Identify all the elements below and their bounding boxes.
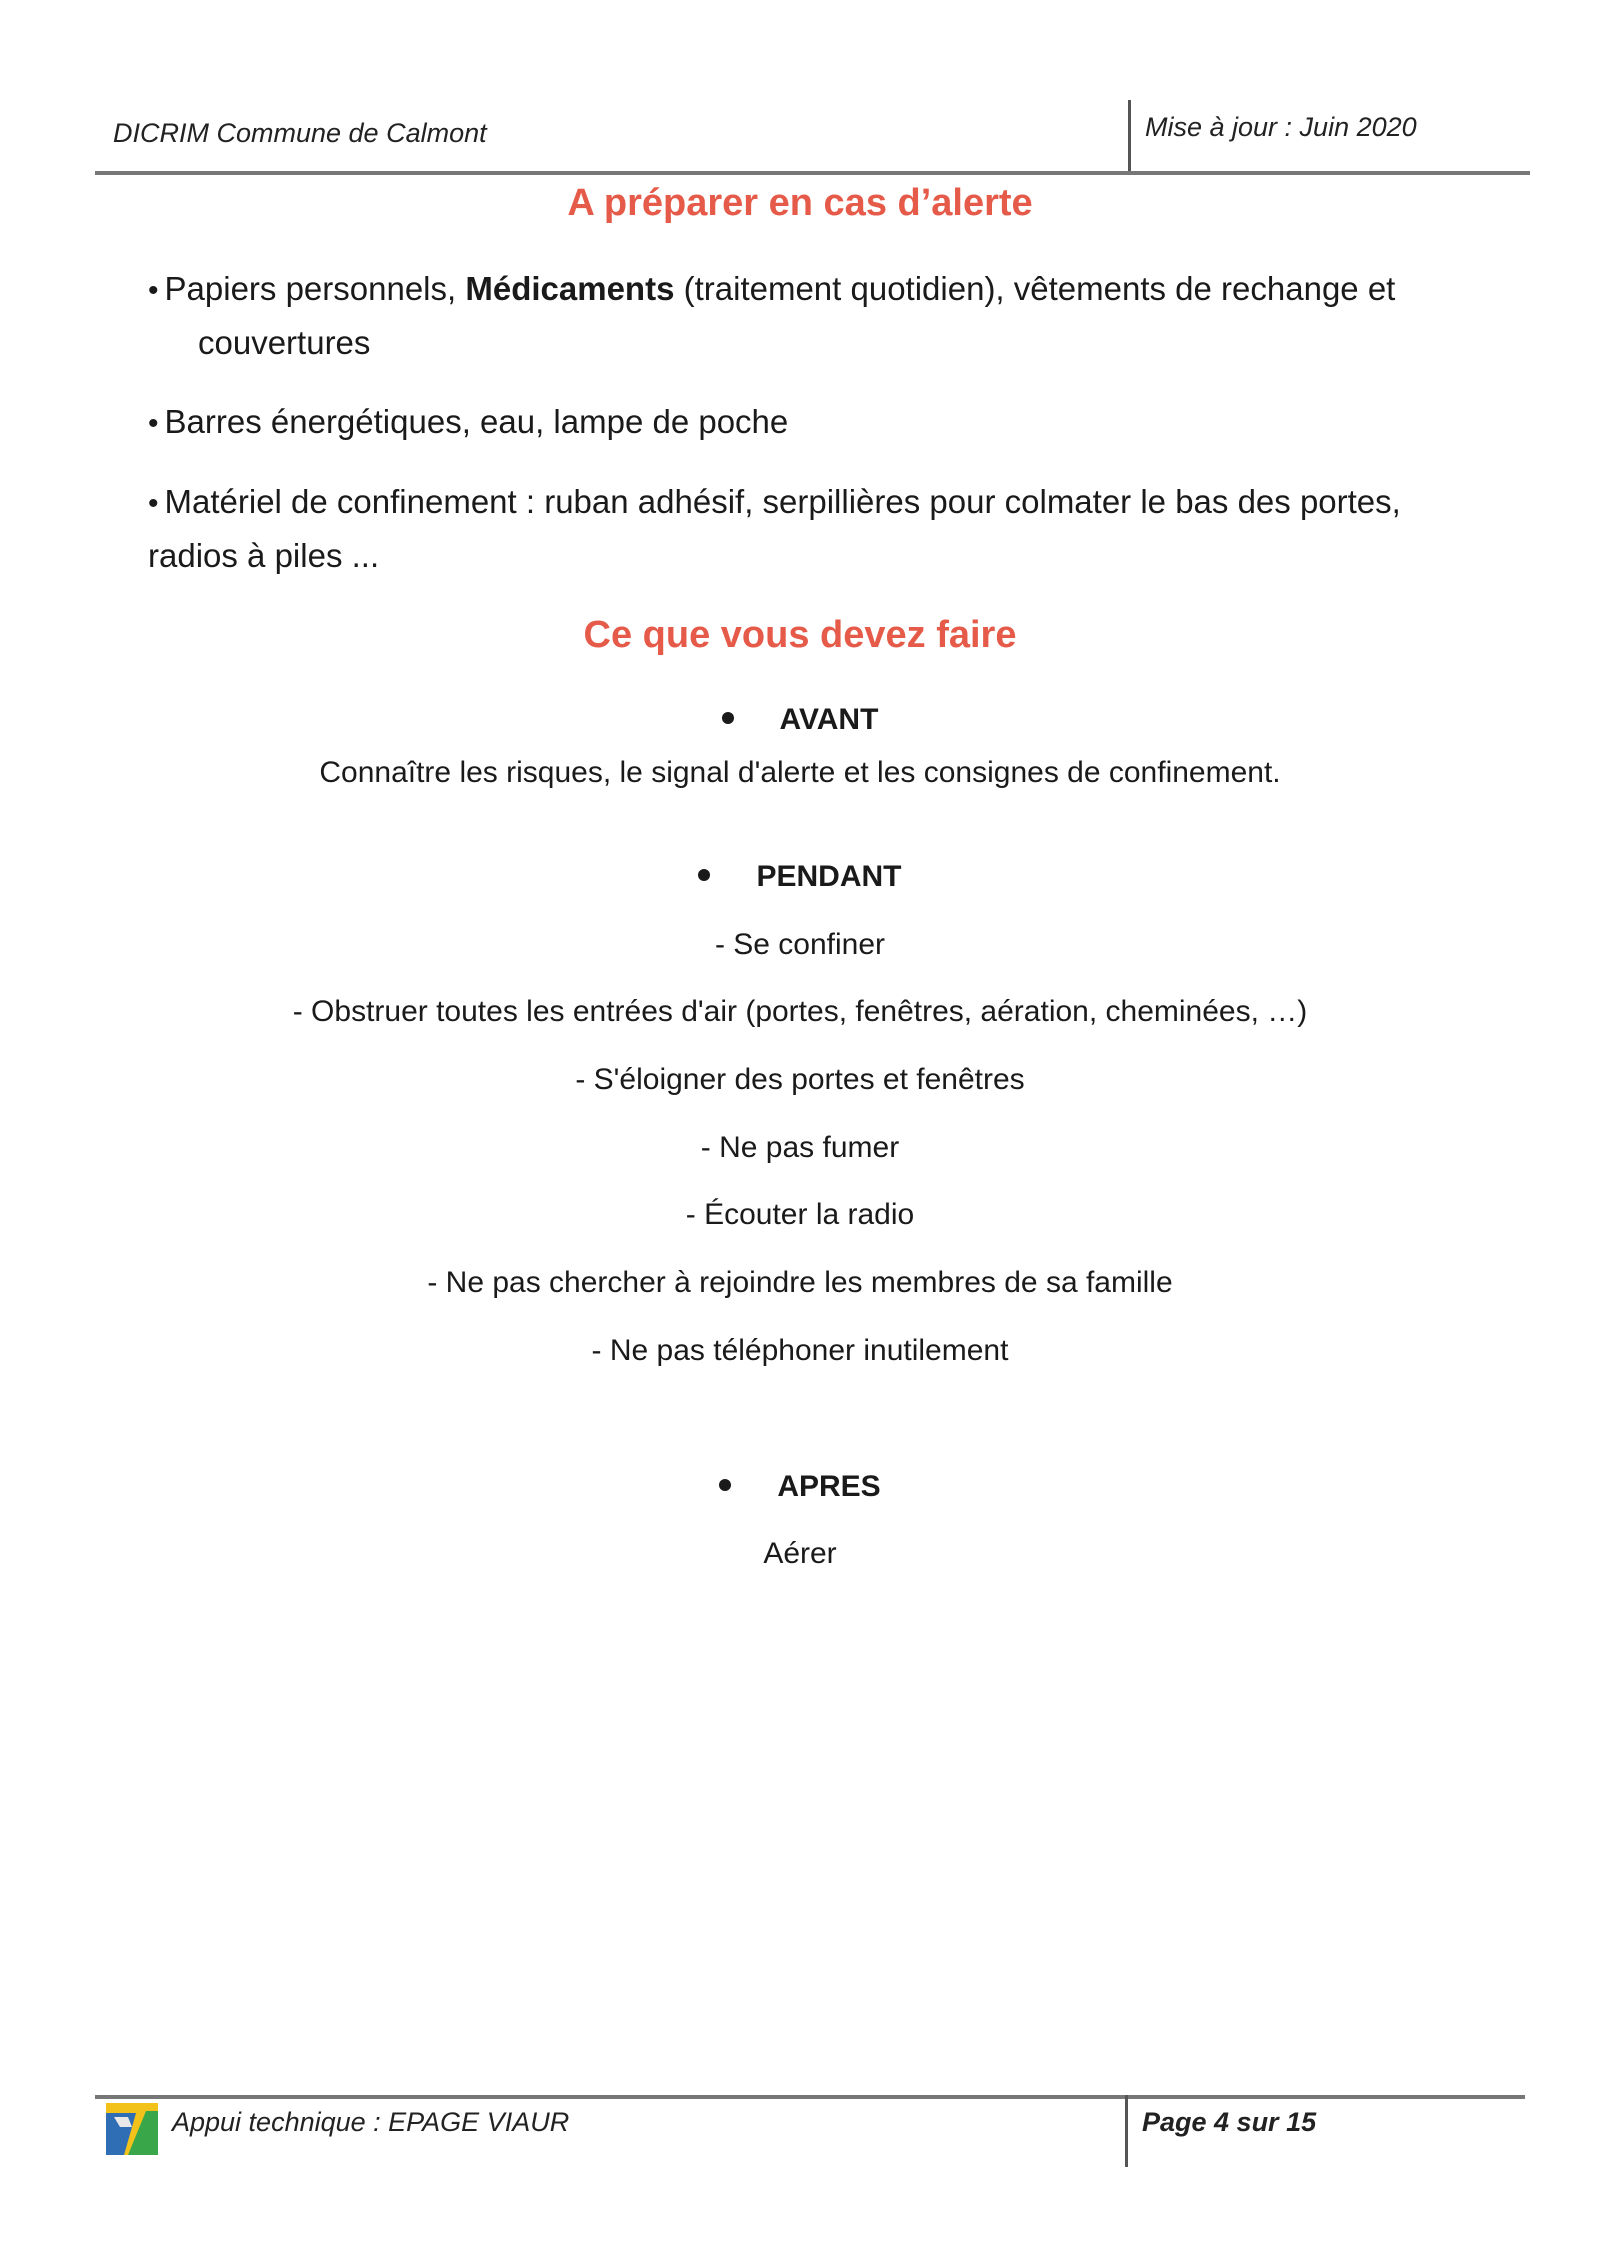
- item-text: Matériel de confinement : ruban adhésif, serpillières pour colmater le bas des portes,: [164, 483, 1401, 520]
- section-title-todo: Ce que vous devez faire: [583, 614, 1017, 656]
- pendant-line: - Obstruer toutes les entrées d'air (portes, fenêtres, aération, cheminées, …): [292, 995, 1308, 1028]
- item-continuation: couvertures: [198, 324, 371, 361]
- list-item: [148, 395, 1488, 451]
- bullet-icon: [722, 712, 734, 724]
- phase-apres: [0, 1470, 1600, 1504]
- item-text: Papiers personnels,: [164, 270, 466, 307]
- pendant-line: - Ne pas chercher à rejoindre les membres de sa famille: [427, 1266, 1173, 1299]
- pendant-line: - Ne pas fumer: [700, 1131, 900, 1164]
- header-commune: DICRIM Commune de Calmont: [113, 118, 487, 148]
- phase-pendant: [0, 860, 1600, 894]
- footer-rule: [95, 2095, 1525, 2099]
- pendant-line: - S'éloigner des portes et fenêtres: [575, 1063, 1025, 1096]
- item-bold-text: Médicaments: [465, 270, 675, 307]
- section-title-prepare: A préparer en cas d’alerte: [567, 182, 1033, 224]
- footer-page-number: Page 4 sur 15: [1142, 2107, 1317, 2137]
- pendant-line: - Se confiner: [714, 928, 886, 961]
- item-continuation: radios à piles ...: [148, 537, 380, 574]
- item-text: (traitement quotidien), vêtements de rechange et: [674, 270, 1396, 307]
- bullet-icon: •: [148, 274, 159, 307]
- apres-text: Aérer: [763, 1537, 837, 1570]
- bullet-icon: •: [148, 407, 159, 440]
- footer-support: Appui technique : EPAGE VIAUR: [172, 2107, 570, 2137]
- bullet-icon: [698, 869, 710, 881]
- footer-divider: [1125, 2095, 1128, 2167]
- phase-label: APRES: [777, 1470, 881, 1503]
- bullet-icon: [719, 1479, 731, 1491]
- pendant-line: - Écouter la radio: [685, 1198, 915, 1231]
- phase-label: AVANT: [779, 703, 879, 736]
- header-rule: [95, 171, 1530, 175]
- list-item: [148, 262, 1488, 318]
- epage-viaur-logo-icon: [106, 2103, 158, 2155]
- bullet-icon: •: [148, 487, 159, 520]
- phase-label: PENDANT: [756, 860, 902, 893]
- list-item: [148, 475, 1488, 574]
- phase-avant: [0, 703, 1600, 737]
- header-divider: [1128, 100, 1131, 174]
- avant-text: Connaître les risques, le signal d'alerte et les consignes de confinement.: [319, 756, 1281, 789]
- item-text: Barres énergétiques, eau, lampe de poche: [164, 403, 789, 440]
- pendant-line: - Ne pas téléphoner inutilement: [591, 1334, 1009, 1367]
- header-update-date: Mise à jour : Juin 2020: [1145, 112, 1417, 142]
